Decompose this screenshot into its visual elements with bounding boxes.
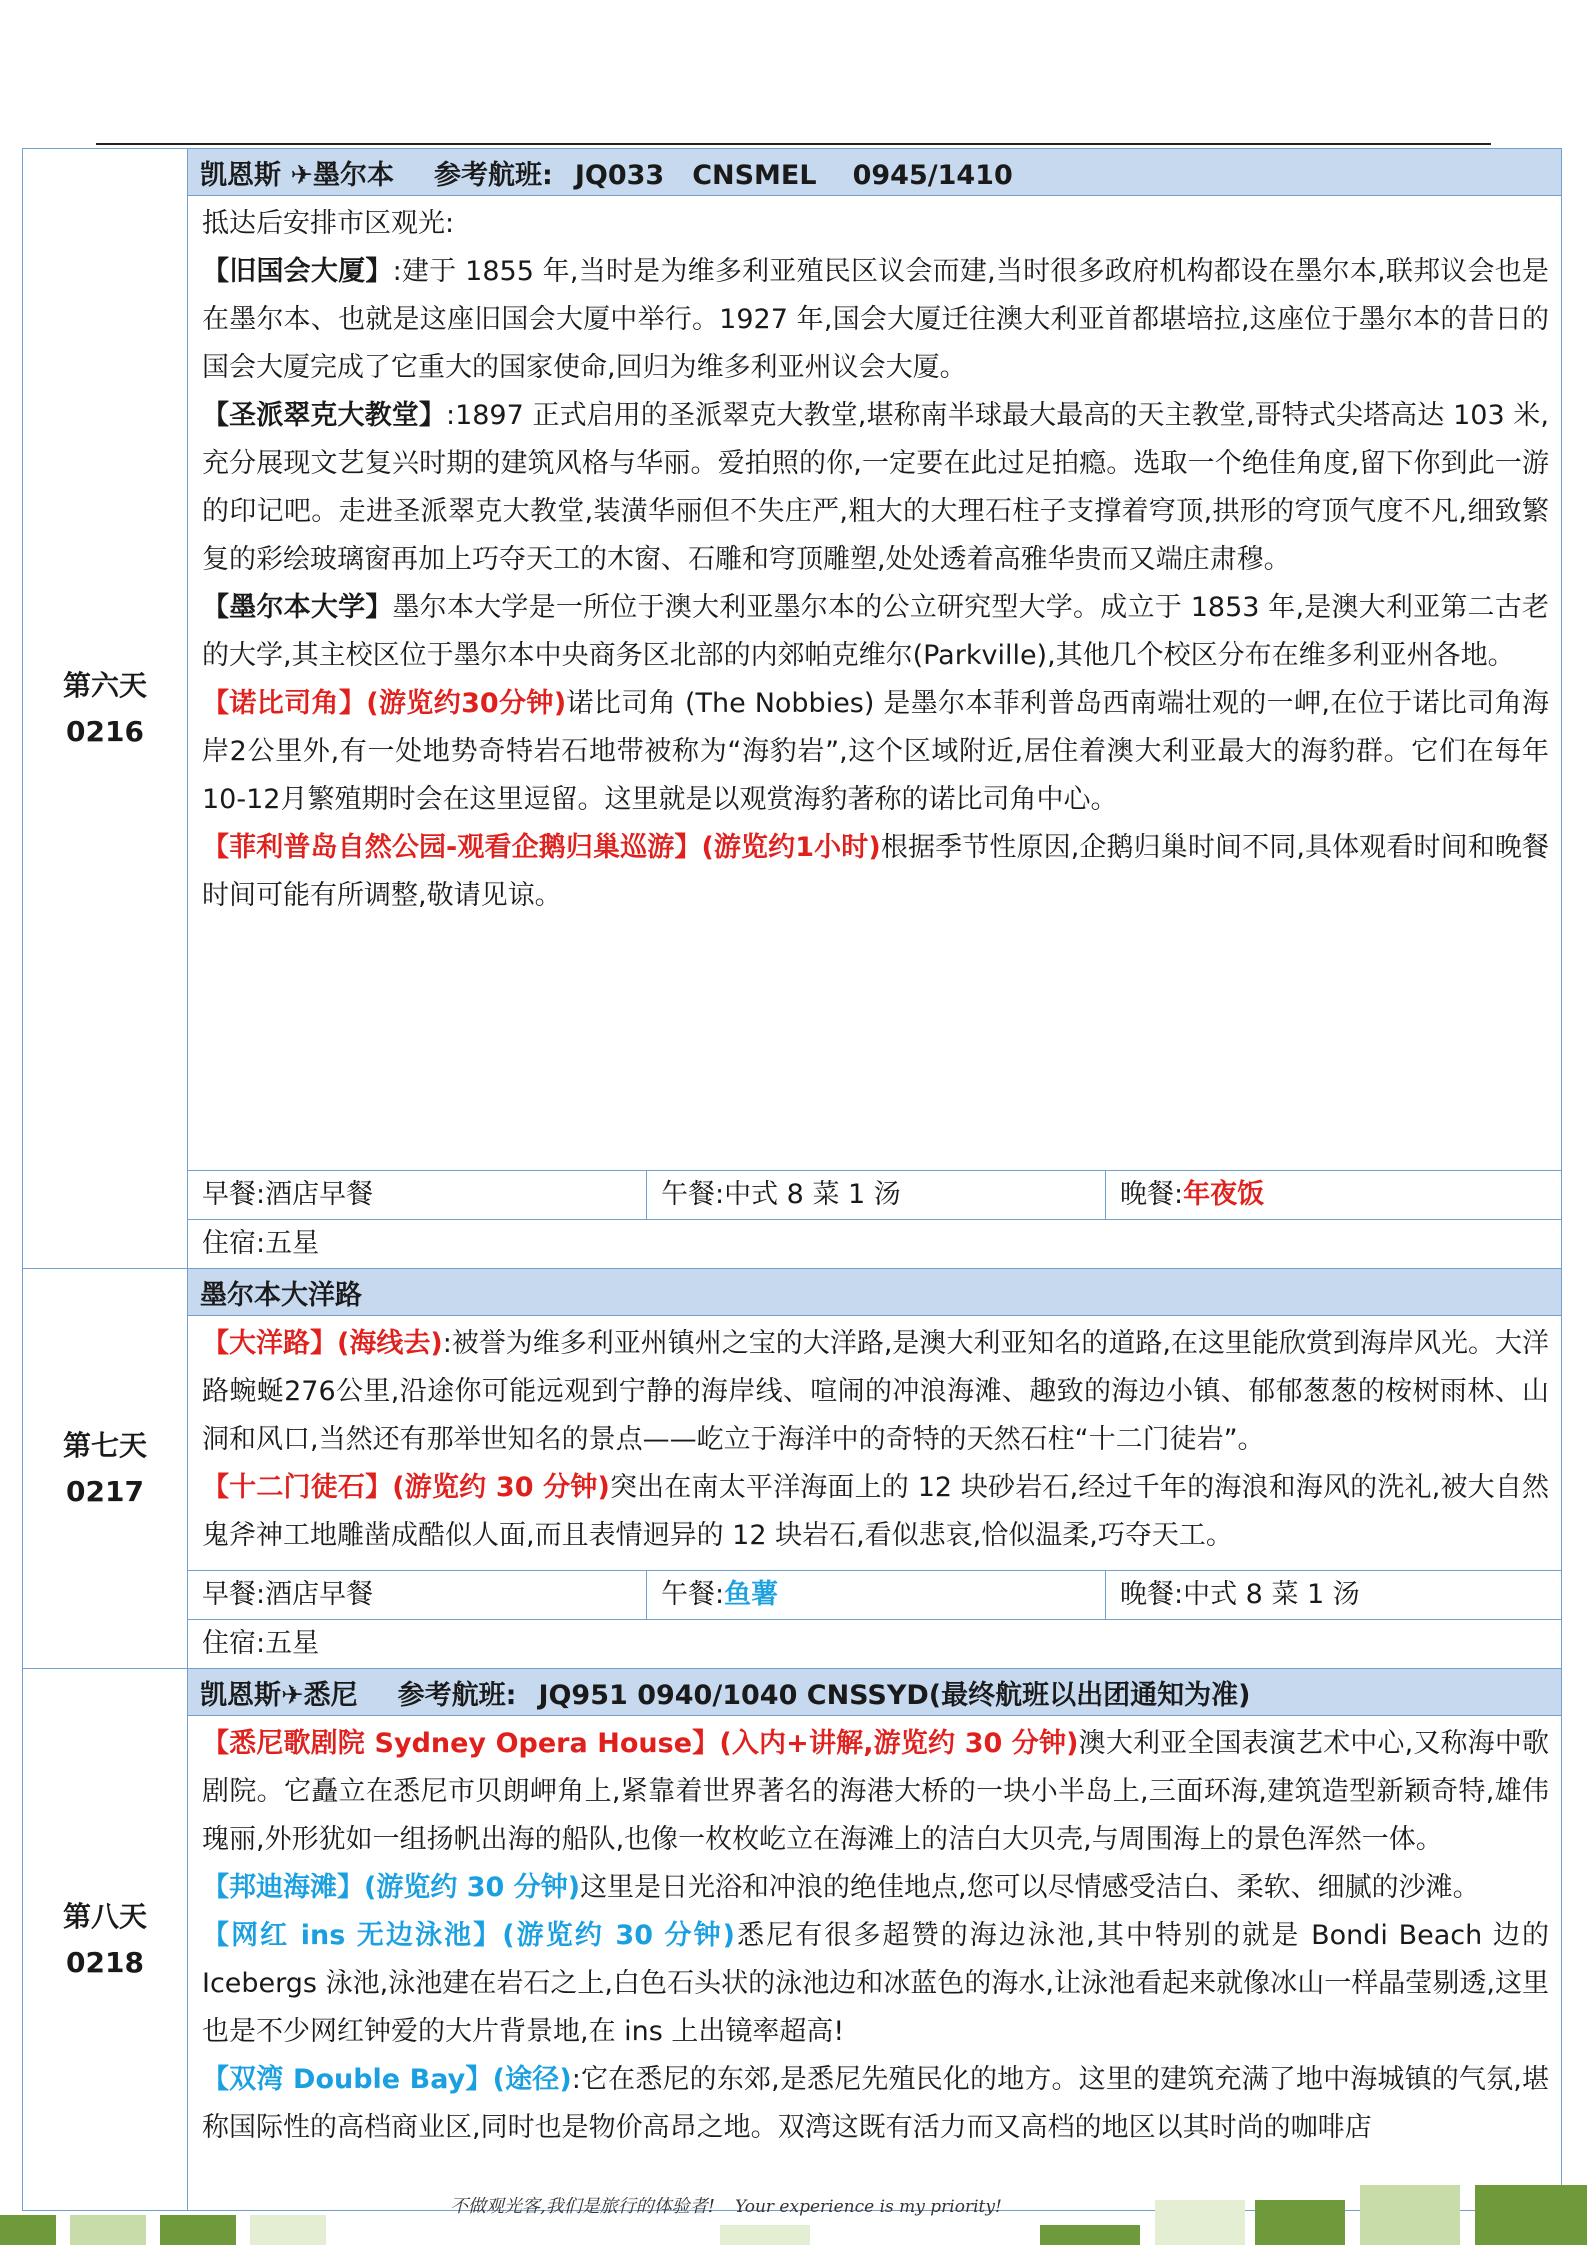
attraction-duration: (入内+讲解,游览约 30 分钟) — [719, 1728, 1079, 1759]
route: 凯恩斯 ✈墨尔本 — [200, 159, 395, 191]
slogan-cn: 不做观光客,我们是旅行的体验者! — [450, 2196, 715, 2217]
day8-route-header — [188, 1669, 1562, 1716]
day-date: 0218 — [66, 1945, 144, 1979]
attraction-item — [202, 1320, 1549, 1464]
attraction-item — [202, 1912, 1549, 2056]
attraction-title: 【邦迪海滩】 — [202, 1872, 364, 1903]
attraction-duration: (游览约 30 分钟) — [364, 1872, 581, 1903]
attraction-desc: :建于 1855 年,当时是为维多利亚殖民区议会而建,当时很多政府机构都设在墨尔本,联邦议会也是在墨尔本、也就是这座旧国会大厦中举行。1927 年,国会大厦迁往澳大利亚首都堪培拉,这座位于墨尔本的昔日的国会大厦完成了它重大的国家使命,回归为维多利亚州议会大厦。 — [202, 256, 1549, 383]
day6-header-row — [23, 149, 1562, 196]
attraction-desc: 根据季节性原因,企鹅归巢时间不同,具体观看时间和晚餐时间可能有所调整,敬请见谅。 — [202, 832, 1549, 911]
attraction-item — [202, 824, 1549, 920]
attraction-item — [202, 1464, 1549, 1560]
attraction-desc: 澳大利亚全国表演艺术中心,又称海中歌剧院。它矗立在悉尼市贝朗岬角上,紧靠着世界著名的海港大桥的一块小半岛上,三面环海,建筑造型新颖奇特,雄伟瑰丽,外形犹如一组扬帆出海的船队,也像一枚枚屹立在海滩上的洁白大贝壳,与周围海上的景色浑然一体。 — [202, 1728, 1549, 1855]
attraction-item — [202, 584, 1549, 680]
day6-meals — [188, 1171, 1562, 1220]
flight-no: JQ033 — [574, 159, 665, 191]
day7-meals — [188, 1571, 1562, 1620]
attraction-item — [202, 1720, 1549, 1864]
attraction-duration: (游览约 30 分钟) — [392, 1472, 610, 1503]
attraction-item — [202, 248, 1549, 392]
dinner — [1106, 1171, 1561, 1219]
footer-block — [0, 2215, 56, 2245]
attraction-title: 【菲利普岛自然公园-观看企鹅归巢巡游】 — [202, 832, 702, 863]
day6-stay: 住宿:五星 — [188, 1220, 1562, 1269]
route-code: CNSMEL — [692, 159, 817, 191]
footer-block — [250, 2215, 326, 2245]
attraction-title: 【圣派翠克大教堂】 — [202, 400, 446, 431]
attraction-title: 【双湾 Double Bay】 — [202, 2064, 493, 2095]
attraction-desc: 诺比司角 (The Nobbies) 是墨尔本菲利普岛西南端壮观的一岬,在位于诺比司角海岸2公里外,有一处地势奇特岩石地带被称为“海豹岩”,这个区域附近,居住着澳大利亚最大的海豹群。它们在每年10-12月繁殖期时会在这里逗留。这里就是以观赏海豹著称的诺比司角中心。 — [202, 688, 1549, 815]
attraction-title: 【墨尔本大学】 — [202, 592, 393, 623]
route: 墨尔本大洋路 — [200, 1279, 362, 1311]
slogan-en: Your experience is my priority! — [734, 2197, 1002, 2217]
attraction-desc: :1897 正式启用的圣派翠克大教堂,堪称南半球最大最高的天主教堂,哥特式尖塔高达 103 米,充分展现文艺复兴时期的建筑风格与华丽。爱拍照的你,一定要在此过足拍瘾。选取一个绝佳角度,留下你到此一游的印记吧。走进圣派翠克大教堂,装潢华丽但不失庄严,粗大的大理石柱子支撑着穹顶,拱形的穹顶气度不凡,细致繁复的彩绘玻璃窗再加上巧夺天工的木窗、石雕和穹顶雕塑,处处透着高雅华贵而又端庄肃穆。 — [202, 400, 1549, 575]
day7-label-cell — [23, 1269, 188, 1669]
attraction-desc: 悉尼有很多超赞的海边泳池,其中特别的就是 Bondi Beach 边的 Icebergs 泳池,泳池建在岩石之上,白色石头状的泳池边和冰蓝色的海水,让泳池看起来就像冰山一样晶莹剔透,这里也是不少网红钟爱的大片背景地,在 ins 上出镜率超高! — [202, 1920, 1549, 2047]
attraction-duration: (游览约30分钟) — [366, 688, 567, 719]
attraction-duration: (游览约 30 分钟) — [502, 1920, 735, 1951]
lunch: 午餐:中式 8 菜 1 汤 — [647, 1171, 1106, 1219]
day-date: 0216 — [66, 714, 144, 748]
footer-block — [1155, 2200, 1245, 2245]
day7-content — [188, 1316, 1562, 1571]
attraction-desc: :它在悉尼的东郊,是悉尼先殖民化的地方。这里的建筑充满了地中海城镇的气氛,堪称国际性的高档商业区,同时也是物价高昂之地。双湾这既有活力而又高档的地区以其时尚的咖啡店 — [202, 2064, 1549, 2143]
dinner-value: 年夜饭 — [1183, 1179, 1265, 1210]
flight-label: 参考航班: — [397, 1679, 517, 1711]
attraction-item — [202, 392, 1549, 584]
attraction-title: 【旧国会大厦】 — [202, 256, 393, 287]
footer-slogan — [450, 2192, 1002, 2218]
dinner: 晚餐:中式 8 菜 1 汤 — [1120, 1579, 1360, 1610]
day8-content — [188, 1716, 1562, 2211]
footer-block — [720, 2225, 810, 2245]
breakfast: 早餐:酒店早餐 — [188, 1171, 647, 1219]
footer-block — [1255, 2200, 1345, 2245]
breakfast: 早餐:酒店早餐 — [188, 1571, 647, 1619]
footer-block — [1475, 2185, 1587, 2245]
day6-route-header — [188, 149, 1562, 196]
attraction-duration: (游览约1小时) — [701, 832, 881, 863]
attraction-item — [202, 2056, 1549, 2152]
attraction-item — [202, 680, 1549, 824]
header-rule — [96, 143, 1491, 145]
attraction-desc: 墨尔本大学是一所位于澳大利亚墨尔本的公立研究型大学。成立于 1853 年,是澳大利亚第二古老的大学,其主校区位于墨尔本中央商务区北部的内郊帕克维尔(Parkville),其他几个校区分布在维多利亚州各地。 — [202, 592, 1550, 671]
day-date: 0217 — [66, 1474, 144, 1508]
day-label: 第六天 — [62, 668, 147, 702]
lunch-value: 鱼薯 — [724, 1579, 779, 1610]
dinner-label: 晚餐: — [1120, 1179, 1184, 1210]
flight-label: 参考航班: — [434, 159, 553, 191]
attraction-desc: 这里是日光浴和冲浪的绝佳地点,您可以尽情感受洁白、柔软、细腻的沙滩。 — [580, 1872, 1480, 1903]
attraction-desc: 突出在南太平洋海面上的 12 块砂岩石,经过千年的海浪和海风的洗礼,被大自然鬼斧神工地雕凿成酷似人面,而且表情迥异的 12 块岩石,看似悲哀,恰似温柔,巧夺天工。 — [202, 1472, 1550, 1551]
attraction-title: 【十二门徒石】 — [202, 1472, 393, 1503]
day6-content — [188, 196, 1562, 1171]
attraction-desc: :被誉为维多利亚州镇州之宝的大洋路,是澳大利亚知名的道路,在这里能欣赏到海岸风光。大洋路蜿蜒276公里,沿途你可能远观到宁静的海岸线、喧闹的冲浪海滩、趣致的海边小镇、郁郁葱葱的桉树雨林、山洞和风口,当然还有那举世知名的景点——屹立于海洋中的奇特的天然石柱“十二门徒岩”。 — [202, 1328, 1550, 1455]
day8-label-cell — [23, 1669, 188, 2211]
flight-info: JQ951 0940/1040 CNSSYD(最终航班以出团通知为准) — [538, 1679, 1251, 1711]
attraction-duration: (途径) — [492, 2064, 572, 2095]
footer-block — [160, 2215, 236, 2245]
footer-block — [1360, 2185, 1460, 2245]
itinerary-table — [22, 148, 1562, 2211]
attraction-title: 【大洋路】 — [202, 1328, 338, 1359]
route: 凯恩斯✈悉尼 — [200, 1679, 358, 1711]
day6-label-cell — [23, 149, 188, 1269]
footer-block — [70, 2215, 146, 2245]
intro-text: 抵达后安排市区观光: — [202, 208, 455, 239]
attraction-title: 【诺比司角】 — [202, 688, 367, 719]
attraction-title: 【网红 ins 无边泳池】 — [202, 1920, 503, 1951]
day-label: 第八天 — [62, 1899, 147, 1933]
day7-stay: 住宿:五星 — [188, 1620, 1562, 1669]
flight-time: 0945/1410 — [852, 159, 1013, 191]
attraction-title: 【悉尼歌剧院 Sydney Opera House】 — [202, 1728, 720, 1759]
attraction-duration: (海线去) — [337, 1328, 443, 1359]
lunch-label: 午餐: — [661, 1579, 725, 1610]
day-label: 第七天 — [62, 1428, 147, 1462]
lunch — [647, 1571, 1106, 1619]
day7-route-header — [188, 1269, 1562, 1316]
footer-block — [1040, 2225, 1140, 2245]
attraction-item — [202, 1864, 1549, 1912]
